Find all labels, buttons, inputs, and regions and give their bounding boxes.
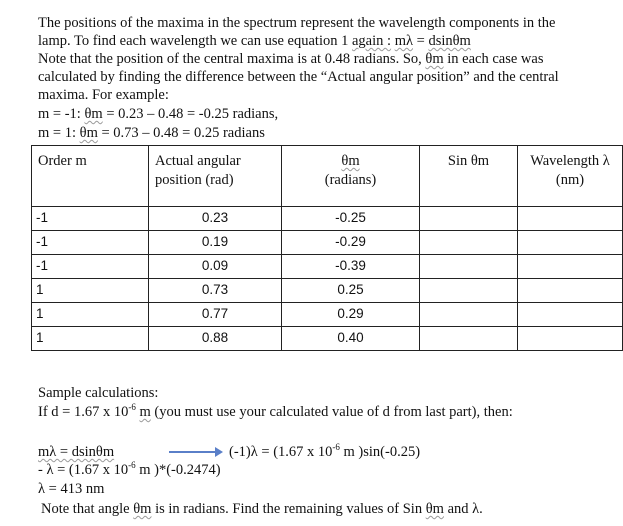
example-theta: θm (84, 106, 103, 122)
wavelength-table (31, 145, 623, 351)
cell-wavelength[interactable] (518, 207, 623, 231)
intro-line-2-text: lamp. To find each wavelength we can use equation 1 (38, 33, 352, 49)
cell-sin[interactable] (420, 207, 518, 231)
exponent: -6 (128, 460, 136, 470)
cell-wavelength[interactable] (518, 279, 623, 303)
cell-order: -1 (32, 207, 149, 231)
cell-theta: -0.25 (282, 207, 420, 231)
table-header-row (32, 146, 623, 207)
equals-sign: = (413, 33, 429, 49)
cell-order: -1 (32, 231, 149, 255)
exponent: -6 (128, 402, 136, 412)
intro-line-5: maxima. For example: (38, 87, 169, 103)
header-theta-symbol: θm (341, 153, 360, 169)
cell-wavelength[interactable] (518, 303, 623, 327)
example-m-minus-1 (38, 105, 278, 123)
header-wavelength-label: Wavelength λ (530, 153, 610, 169)
intro-line-3-text: Note that the position of the central maxima is at 0.48 radians. So, (38, 51, 426, 67)
cell-actual: 0.73 (149, 279, 282, 303)
cell-sin[interactable] (420, 327, 518, 351)
header-theta-unit: (radians) (324, 172, 377, 188)
cell-sin[interactable] (420, 255, 518, 279)
note-text-3: and λ. (443, 501, 483, 517)
intro-dsin-theta: dsinθm (428, 33, 471, 49)
note-theta: θm (133, 501, 152, 517)
sample-given-d (38, 403, 513, 421)
table-row (32, 207, 623, 231)
cell-order: 1 (32, 303, 149, 327)
header-actual-position (149, 146, 282, 207)
cell-order: 1 (32, 327, 149, 351)
cell-theta: -0.29 (282, 231, 420, 255)
example-calc: = 0.23 – 0.48 = -0.25 radians, (102, 106, 279, 122)
grating-equation: mλ = dsinθm (38, 444, 115, 460)
note-text-2: is in radians. Find the remaining values of Sin (151, 501, 426, 517)
example-theta: θm (79, 125, 98, 141)
note-text: Note that angle (41, 501, 134, 517)
cell-theta: -0.39 (282, 255, 420, 279)
cell-wavelength[interactable] (518, 327, 623, 351)
header-actual-line-1: Actual angular (155, 153, 241, 169)
header-wavelength (518, 146, 623, 207)
table-row (32, 279, 623, 303)
sample-equation-1 (38, 443, 114, 461)
sample-substitution (229, 443, 420, 461)
sample-result: λ = 413 nm (38, 481, 105, 497)
unit-m: m (139, 404, 151, 420)
substitution-text: (-1)λ = (1.67 x 10 (229, 444, 333, 460)
given-d-note: (you must use your calculated value of d from last part), then: (150, 404, 513, 420)
cell-wavelength[interactable] (518, 231, 623, 255)
header-theta (282, 146, 420, 207)
cell-theta: 0.40 (282, 327, 420, 351)
intro-line-2 (38, 32, 471, 50)
instruction-note (41, 500, 483, 518)
given-d-text: If d = 1.67 x 10 (38, 404, 129, 420)
intro-line-1: The positions of the maxima in the spectrum represent the wavelength components in the (38, 15, 556, 31)
sample-heading: Sample calculations: (38, 385, 159, 401)
cell-sin[interactable] (420, 303, 518, 327)
cell-wavelength[interactable] (518, 255, 623, 279)
intro-theta-m: θm (425, 51, 444, 67)
cell-actual: 0.19 (149, 231, 282, 255)
intro-line-3 (38, 50, 543, 68)
cell-actual: 0.09 (149, 255, 282, 279)
header-actual-line-2: position (rad) (155, 172, 234, 188)
substitution-tail: m )sin(-0.25) (339, 444, 421, 460)
cell-sin[interactable] (420, 279, 518, 303)
example-calc: = 0.73 – 0.48 = 0.25 radians (97, 125, 265, 141)
cell-order: 1 (32, 279, 149, 303)
intro-line-3-tail: in each case was (443, 51, 544, 67)
header-order: Order m (32, 146, 149, 207)
equation-2-text: - λ = (1.67 x 10 (38, 462, 129, 478)
table-row (32, 327, 623, 351)
cell-theta: 0.29 (282, 303, 420, 327)
example-label: m = -1: (38, 106, 85, 122)
cell-actual: 0.77 (149, 303, 282, 327)
table-row (32, 255, 623, 279)
cell-sin[interactable] (420, 231, 518, 255)
cell-order: -1 (32, 255, 149, 279)
header-sin-theta: Sin θm (420, 146, 518, 207)
cell-actual: 0.23 (149, 207, 282, 231)
intro-m-lambda: mλ (394, 33, 413, 49)
table-row (32, 231, 623, 255)
table-row (32, 303, 623, 327)
exponent: -6 (332, 442, 340, 452)
note-theta: θm (425, 501, 444, 517)
sample-equation-2 (38, 461, 221, 479)
example-m-plus-1 (38, 124, 265, 142)
equation-2-tail: m )*(-0.2474) (135, 462, 221, 478)
example-label: m = 1: (38, 125, 80, 141)
cell-actual: 0.88 (149, 327, 282, 351)
header-wavelength-unit: (nm) (555, 172, 585, 188)
cell-theta: 0.25 (282, 279, 420, 303)
intro-line-4: calculated by finding the difference between the “Actual angular position” and the central (38, 69, 559, 85)
right-arrow-icon (169, 451, 221, 453)
intro-again: again : (352, 33, 392, 49)
